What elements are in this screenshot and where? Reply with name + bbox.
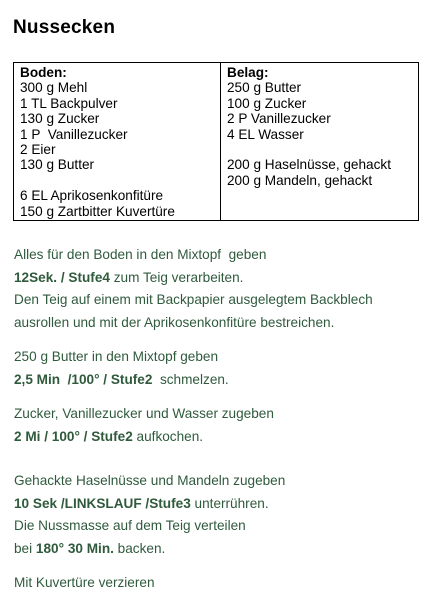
belag-heading: Belag:	[227, 65, 269, 80]
setting-label: 2 Mi / 100° / Stufe2	[14, 428, 133, 444]
step-line	[14, 538, 424, 561]
belag-item: 250 g Butter	[227, 80, 302, 96]
step-line	[14, 369, 424, 392]
step-line	[14, 426, 424, 449]
step-line: ausrollen und mit der Aprikosenkonfitüre bestreichen.	[14, 314, 335, 330]
boden-item: 130 g Butter	[20, 157, 95, 173]
recipe-title: Nussecken	[13, 17, 116, 38]
instructions	[14, 244, 424, 595]
step-text: zum Teig verarbeiten.	[109, 269, 244, 285]
step-line: 250 g Butter in den Mixtopf geben	[14, 349, 219, 364]
step-text: backen.	[113, 540, 166, 556]
boden-item: 1 P Vanillezucker	[20, 126, 128, 142]
step-line: Mit Kuvertüre verzieren	[14, 575, 155, 590]
setting-label: 180° 30 Min.	[35, 540, 114, 556]
boden-item: 1 TL Backpulver	[20, 95, 118, 111]
belag-item: 200 g Mandeln, gehackt	[227, 172, 373, 188]
ingredients-table	[13, 62, 419, 221]
step-line	[14, 267, 424, 290]
setting-label: 12Sek. / Stufe4	[14, 269, 110, 285]
boden-item: 150 g Zartbitter Kuvertüre	[20, 203, 175, 219]
step-text: aufkochen.	[132, 428, 204, 444]
boden-column	[14, 63, 221, 221]
boden-item: 6 EL Aprikosenkonfitüre	[20, 188, 164, 204]
setting-label: 10 Sek /LINKSLAUF /Stufe3	[14, 495, 191, 511]
setting-label: 2,5 Min /100° / Stufe2	[14, 371, 153, 387]
belag-item: 200 g Haselnüsse, gehackt	[227, 157, 391, 173]
step-text: schmelzen.	[152, 371, 229, 387]
step-line: Zucker, Vanillezucker und Wasser zugeben	[14, 406, 274, 421]
belag-item: 2 P Vanillezucker	[227, 111, 331, 127]
boden-item: 2 Eier	[20, 142, 56, 158]
belag-column	[221, 63, 419, 221]
step-line: Den Teig auf einem mit Backpapier ausgelegtem Backblech	[14, 292, 373, 307]
boden-item: 130 g Zucker	[20, 111, 100, 127]
belag-item: 100 g Zucker	[227, 95, 307, 111]
step-line: Gehackte Haselnüsse und Mandeln zugeben	[14, 473, 286, 488]
step-line: Alles für den Boden in den Mixtopf geben	[14, 247, 267, 262]
boden-item: 300 g Mehl	[20, 80, 88, 96]
step-line	[14, 493, 424, 516]
belag-item: 4 EL Wasser	[227, 126, 304, 142]
step-text: bei	[14, 540, 36, 556]
step-text: unterrühren.	[190, 495, 269, 511]
step-line: Die Nussmasse auf dem Teig verteilen	[14, 518, 246, 533]
boden-heading: Boden:	[20, 65, 67, 80]
